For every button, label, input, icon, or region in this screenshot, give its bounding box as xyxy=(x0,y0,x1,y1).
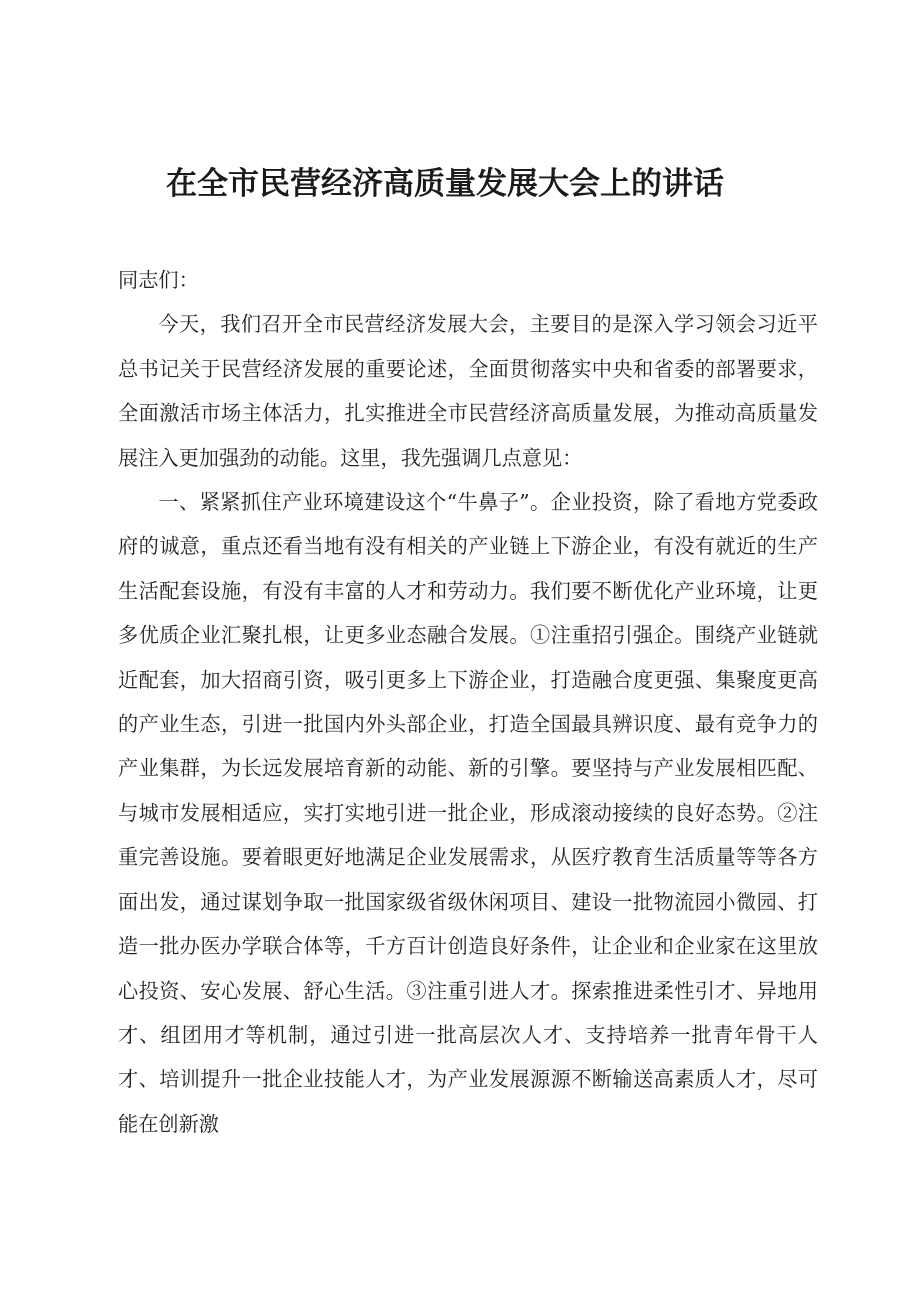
page-title: 在全市民营经济高质量发展大会上的讲话 xyxy=(166,166,724,202)
paragraph-section-one: 一、紧紧抓住产业环境建设这个“牛鼻子”。企业投资，除了看地方党委政府的诚意，重点还看当地有没有相关的产业链上下游企业，有没有就近的生产生活配套设施，有没有丰富的人才和劳动力。我们要不断优化产业环境，让更多优质企业汇聚扎根，让更多业态融合发展。①注重招引强企。围绕产业链就近配套，加大招商引资，吸引更多上下游企业，打造融合度更强、集聚度更高的产业生态，引进一批国内外头部企业，打造全国最具辨识度、最有竞争力的产业集群，为长远发展培育新的动能、新的引擎。要坚持与产业发展相匹配、与城市发展相适应，实打实地引进一批企业，形成滚动接续的良好态势。②注重完善设施。要着眼更好地满足企业发展需求，从医疗教育生活质量等等各方面出发，通过谋划争取一批国家级省级休闲项目、建设一批物流园小微园、打造一批办医办学联合体等，千方百计创造良好条件，让企业和企业家在这里放心投资、安心发展、舒心生活。③注重引进人才。探索推进柔性引才、异地用才、组团用才等机制，通过引进一批高层次人才、支持培养一批青年骨干人才、培训提升一批企业技能人才，为产业发展源源不断输送高素质人才，尽可能在创新激 xyxy=(118,490,818,1136)
paragraph-intro: 今天，我们召开全市民营经济发展大会，主要目的是深入学习领会习近平总书记关于民营经济发展的重要论述，全面贯彻落实中央和省委的部署要求，全面激活市场主体活力，扎实推进全市民营经济高质量发展，为推动高质量发展注入更加强劲的动能。这里，我先强调几点意见： xyxy=(118,312,818,470)
speech-body xyxy=(118,258,818,1146)
salutation: 同志们： xyxy=(118,268,199,292)
